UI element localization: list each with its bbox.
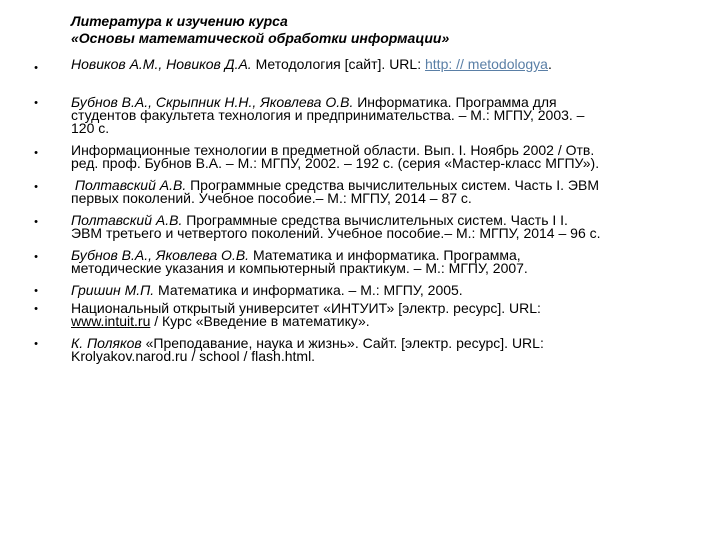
reference-authors: Бубнов В.А., Яковлева О.В.: [71, 247, 250, 263]
reference-item: [71, 144, 691, 170]
reference-item: [71, 302, 691, 328]
reference-text-end: .: [547, 56, 552, 72]
bullet-icon: •: [34, 62, 38, 74]
bullet-icon: •: [34, 216, 38, 228]
reference-text: Математика и информатика. – М.: МГПУ, 2005.: [154, 282, 463, 298]
bullet-icon: •: [34, 338, 38, 350]
reference-item: [71, 96, 691, 135]
reference-text-line: 120 с.: [71, 120, 110, 136]
reference-authors: Полтавский А.В.: [71, 212, 183, 228]
intuit-link[interactable]: www.intuit.ru: [71, 313, 151, 329]
reference-text: Методология [сайт]. URL:: [251, 56, 425, 72]
reference-text-line: студентов факультета технология и предпринимательства. – М.: МГПУ, 2003. –: [71, 107, 585, 123]
reference-item: [71, 249, 691, 275]
bullet-icon: •: [34, 147, 38, 159]
reference-item: [71, 179, 691, 205]
reference-text-line: Национальный открытый университет «ИНТУИТ» [электр. ресурс]. URL:: [71, 300, 541, 316]
reference-item: [71, 284, 691, 297]
reference-item: [71, 337, 691, 363]
reference-text: Программные средства вычислительных систем. Часть I. ЭВМ: [186, 177, 599, 193]
reference-text-line: первых поколений. Учебное пособие.– М.: МГПУ, 2014 – 87 с.: [71, 190, 472, 206]
reference-text: Информатика. Программа для: [353, 94, 557, 110]
heading-line-1: Литература к изучению курса: [71, 13, 288, 29]
reference-authors: Бубнов В.А., Скрыпник Н.Н., Яковлева О.В.: [71, 94, 354, 110]
reference-item: [71, 214, 691, 240]
heading-line-2: «Основы математической обработки информации»: [71, 30, 450, 46]
reference-text-line: Информационные технологии в предметной области. Вып. I. Ноябрь 2002 / Отв.: [71, 142, 595, 158]
reference-item: [71, 58, 691, 71]
bullet-icon: •: [34, 97, 38, 109]
reference-text: Программные средства вычислительных систем. Часть I I.: [182, 212, 568, 228]
reference-authors: Полтавский А.В.: [74, 177, 187, 193]
reference-text: «Преподавание, наука и жизнь». Сайт. [электр. ресурс]. URL:: [141, 335, 544, 351]
bullet-icon: •: [34, 181, 38, 193]
reference-text-line: методические указания и компьютерный практикум. – М.: МГПУ, 2007.: [71, 260, 528, 276]
metodologya-link[interactable]: http: // metodologya: [425, 56, 548, 72]
bullet-icon: •: [34, 251, 38, 263]
bullet-icon: •: [34, 303, 38, 315]
reference-text: Математика и информатика. Программа,: [249, 247, 521, 263]
reference-text-line: ЭВМ третьего и четвертого поколений. Учебное пособие.– М.: МГПУ, 2014 – 96 с.: [71, 225, 601, 241]
references-heading: [71, 13, 691, 47]
reference-authors: К. Поляков: [71, 335, 142, 351]
reference-text-line: Krolyakov.narod.ru / school / flash.html.: [71, 348, 316, 364]
reference-authors: Гришин М.П.: [71, 282, 155, 298]
reference-text: / Курс «Введение в математику».: [150, 313, 370, 329]
reference-authors: Новиков А.М., Новиков Д.А.: [71, 56, 252, 72]
reference-text-line: ред. проф. Бубнов В.А. – М.: МГПУ, 2002. – 192 с. (серия «Мастер-класс МГПУ»).: [71, 155, 600, 171]
bullet-icon: •: [34, 285, 38, 297]
